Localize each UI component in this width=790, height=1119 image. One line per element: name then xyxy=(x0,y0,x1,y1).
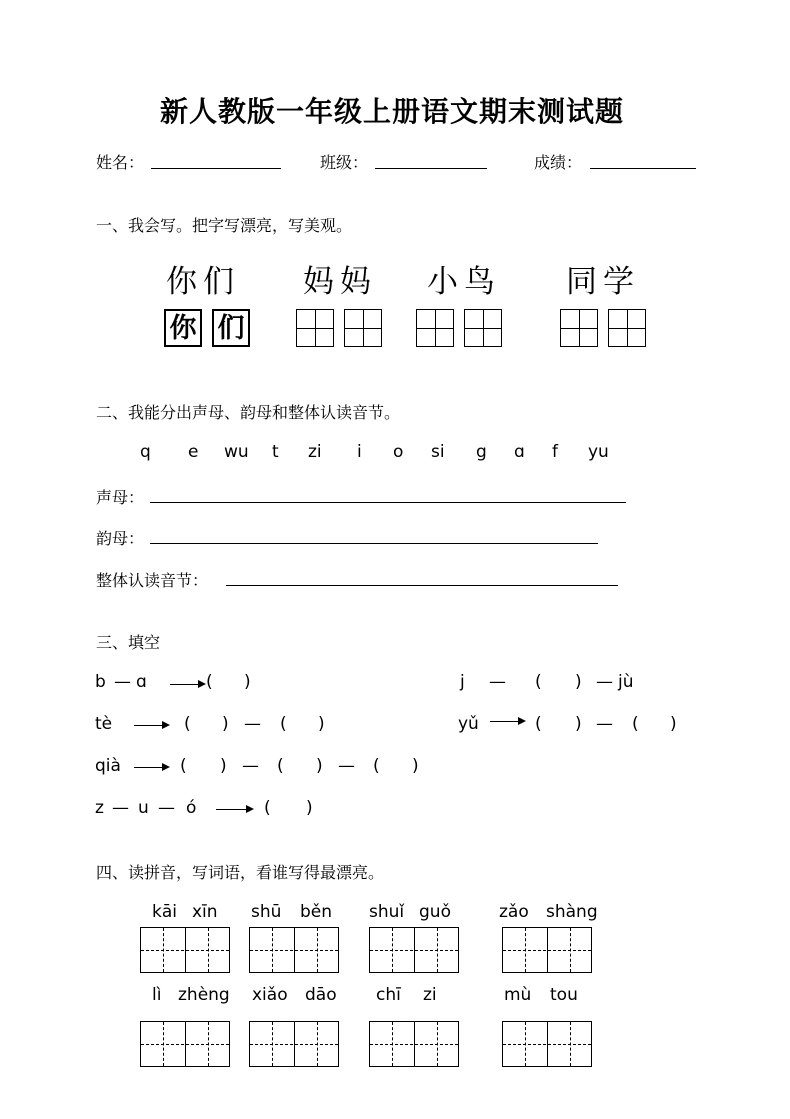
writing-grid[interactable] xyxy=(608,309,646,347)
blank-close: ) xyxy=(412,756,419,776)
sample-char: 们 xyxy=(217,313,245,344)
writing-grid[interactable] xyxy=(464,309,502,347)
yunmu-answer-line[interactable] xyxy=(150,543,598,544)
word-writing-box[interactable] xyxy=(369,927,459,973)
pinyin-initial: j xyxy=(460,672,465,692)
pinyin-syllable: tè xyxy=(95,714,113,734)
pinyin-syllable: shuǐ xyxy=(369,902,405,922)
sample-grid-2 xyxy=(212,309,250,347)
zhengti-answer-line[interactable] xyxy=(226,585,618,586)
blank-close: ) xyxy=(222,714,229,734)
name-label: 姓名： xyxy=(96,153,145,172)
pinyin-syllable: xīn xyxy=(192,902,218,922)
pinyin-syllable: shū xyxy=(251,902,282,922)
syllable: yu xyxy=(588,442,609,462)
score-field[interactable] xyxy=(590,168,696,169)
pinyin-syllable: xiǎo xyxy=(252,985,288,1005)
section1-heading: 一、我会写。把字写漂亮，写美观。 xyxy=(96,216,353,235)
pinyin-syllable: běn xyxy=(300,902,333,922)
syllable: i xyxy=(357,442,362,462)
syllable: wu xyxy=(224,442,249,462)
score-label: 成绩： xyxy=(534,153,583,172)
word-4: 同学 xyxy=(566,264,640,300)
syllable: f xyxy=(552,442,558,462)
syllable: ɑ xyxy=(514,442,525,462)
word-3: 小鸟 xyxy=(427,264,501,300)
pinyin-syllable: tou xyxy=(550,985,578,1005)
name-field[interactable] xyxy=(151,168,281,169)
arrow-icon xyxy=(490,721,524,722)
blank-close: ) xyxy=(316,756,323,776)
blank-close: ) xyxy=(244,672,251,692)
syllable: si xyxy=(431,442,445,462)
writing-grid[interactable] xyxy=(560,309,598,347)
arrow-icon xyxy=(134,767,168,768)
dash: — xyxy=(489,672,506,692)
pinyin-syllable: chī xyxy=(376,985,401,1005)
blank-open: ( xyxy=(535,714,542,734)
blank-open: ( xyxy=(184,714,191,734)
blank-close: ) xyxy=(575,714,582,734)
blank-open: ( xyxy=(264,798,271,818)
word-writing-box[interactable] xyxy=(249,1021,339,1067)
blank-close: ) xyxy=(318,714,325,734)
pinyin-initial: b xyxy=(95,672,106,692)
dash: — xyxy=(112,798,129,818)
pinyin-syllable: kāi xyxy=(152,902,177,922)
writing-grid[interactable] xyxy=(416,309,454,347)
dash: — xyxy=(596,714,613,734)
word-1: 你们 xyxy=(166,264,240,300)
blank-open: ( xyxy=(277,756,284,776)
dash: — xyxy=(158,798,175,818)
dash: — xyxy=(596,672,613,692)
syllable: g xyxy=(476,442,487,462)
sample-char: 你 xyxy=(169,313,197,344)
blank-open: ( xyxy=(180,756,187,776)
arrow-icon xyxy=(170,684,204,685)
section3-heading: 三、填空 xyxy=(96,633,161,652)
syllable: t xyxy=(272,442,279,462)
syllable: o xyxy=(393,442,404,462)
pinyin-syllable: zhèng xyxy=(178,985,230,1005)
pinyin-syllable: zi xyxy=(423,985,437,1005)
pinyin-syllable: dāo xyxy=(305,985,337,1005)
pinyin-syllable: yǔ xyxy=(458,714,479,734)
pinyin-syllable: guǒ xyxy=(419,902,451,922)
word-2: 妈妈 xyxy=(303,264,377,300)
blank-close: ) xyxy=(306,798,313,818)
sample-grid-1 xyxy=(164,309,202,347)
pinyin-syllable: qià xyxy=(95,756,121,776)
pinyin-initial: z xyxy=(95,798,104,818)
class-label: 班级： xyxy=(320,153,369,172)
word-writing-box[interactable] xyxy=(502,1021,592,1067)
word-writing-box[interactable] xyxy=(140,1021,230,1067)
word-writing-box[interactable] xyxy=(502,927,592,973)
writing-grid[interactable] xyxy=(344,309,382,347)
syllable: q xyxy=(140,442,151,462)
blank-open: ( xyxy=(632,714,639,734)
writing-grid[interactable] xyxy=(296,309,334,347)
class-field[interactable] xyxy=(375,168,487,169)
word-writing-box[interactable] xyxy=(249,927,339,973)
arrow-icon xyxy=(216,809,252,810)
syllable: zi xyxy=(308,442,322,462)
pinyin-medial: u xyxy=(138,798,149,818)
pinyin-syllable: jù xyxy=(618,672,634,692)
section4-heading: 四、读拼音，写词语，看谁写得最漂亮。 xyxy=(96,863,385,882)
word-writing-box[interactable] xyxy=(369,1021,459,1067)
syllable: e xyxy=(188,442,199,462)
pinyin-final: ó xyxy=(186,798,197,818)
section2-heading: 二、我能分出声母、韵母和整体认读音节。 xyxy=(96,403,401,422)
blank-close: ) xyxy=(220,756,227,776)
pinyin-final: ɑ xyxy=(136,672,147,692)
pinyin-syllable: zǎo xyxy=(499,902,529,922)
blank-open: ( xyxy=(280,714,287,734)
dash: — xyxy=(244,714,261,734)
page-title: 新人教版一年级上册语文期末测试题 xyxy=(160,95,625,128)
dash: — xyxy=(242,756,259,776)
blank-close: ) xyxy=(670,714,677,734)
word-writing-box[interactable] xyxy=(140,927,230,973)
arrow-icon xyxy=(134,725,168,726)
dash: — xyxy=(114,672,131,692)
yunmu-label: 韵母： xyxy=(96,529,145,548)
blank-open: ( xyxy=(373,756,380,776)
pinyin-syllable: mù xyxy=(504,985,532,1005)
blank-close: ) xyxy=(575,672,582,692)
pinyin-syllable: shàng xyxy=(546,902,598,922)
blank-open: ( xyxy=(206,672,213,692)
shengmu-answer-line[interactable] xyxy=(150,502,626,503)
shengmu-label: 声母： xyxy=(96,488,145,507)
dash: — xyxy=(338,756,355,776)
zhengti-label: 整体认读音节： xyxy=(96,571,209,590)
blank-open: ( xyxy=(535,672,542,692)
pinyin-syllable: lì xyxy=(152,985,162,1005)
